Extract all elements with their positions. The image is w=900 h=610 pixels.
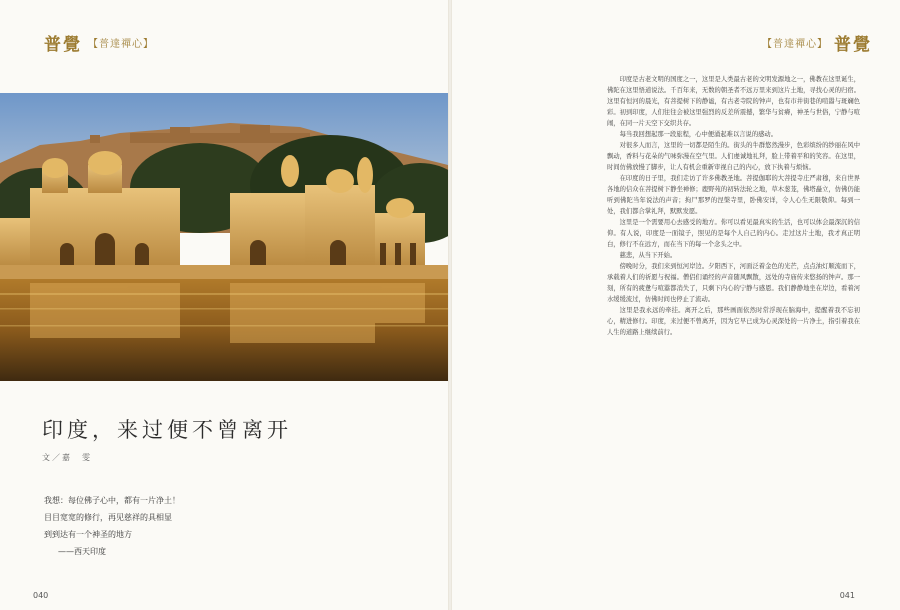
right-page [452,0,900,610]
body-paragraph: 对很多人而言，这里的一切都是陌生的。街头的牛群悠然漫步，色彩缤纷的纱丽在风中飘动，香料与花朵的气味弥漫在空气里。人们虔诚地礼拜，脸上带着平和的笑容。在这里，时间仿佛放慢了脚步，让人有机会重新审视自己的内心，放下执着与烦恼。 [607,142,860,171]
brand-logo: 普覺 [834,35,872,55]
epigraph-line: 目目宽宽的修行，再见慈祥的具相显 [44,513,172,522]
brand-logo: 普覺 [44,35,82,55]
epigraph-line: 到到达有一个神圣的地方 [44,530,132,539]
body-paragraph: 慈悲，从当下开始。 [619,252,677,259]
page-number-right: 041 [839,591,855,600]
epigraph-line: 我想：每位佛子心中，都有一片净土！ [44,496,180,505]
body-paragraph: 这里是我永远的牵挂。离开之后，那些画面依然时常浮现在脑海中，提醒着我不忘初心，精进修行。印度，来过便不曾离开，因为它早已成为心灵深处的一片净土，指引着我在人生的道路上继续前行。 [607,307,860,336]
left-header [44,30,154,55]
author-byline: 文／嘉 雯 [42,453,92,462]
right-header [762,30,872,55]
epigraph-attribution: ——西天印度 [58,547,106,556]
section-label: 【普達禪心】 [88,39,154,50]
epigraph [44,492,180,560]
left-page [0,0,448,610]
body-paragraph: 这里是一个需要用心去感受的地方。你可以看见最真实的生活，也可以体会最深沉的信仰。有人说，印度是一面镜子，照见的是每个人自己的内心。走过这片土地，我才真正明白，修行不在远方，而在当下的每一个念头之中。 [607,219,860,248]
body-paragraph: 印度是古老文明的国度之一，这里是人类最古老的文明发源地之一，佛教在这里诞生，佛陀在这里悟道说法。千百年来，无数的朝圣者不远万里来到这片土地，寻找心灵的归宿。这里有恒河的晨光，有菩提树下的静谧，有古老寺院的钟声，也有市井街巷的喧嚣与斑斓色彩。初到印度，人们往往会被这里强烈的反差所震撼，繁华与贫瘠，神圣与世俗，宁静与喧闹，在同一片天空下交织共存。 [607,76,860,127]
lake-palace-photo [0,93,448,381]
body-paragraph: 在印度的日子里，我们走访了许多佛教圣地。菩提伽耶的大菩提寺庄严肃穆，来自世界各地的信众在菩提树下静坐禅修；鹿野苑的初转法轮之地，草木葱茏，佛塔矗立，仿佛仍能听到佛陀当年说法的声音；拘尸那罗的涅槃寺里，卧佛安详，令人心生无限敬仰。每到一处，我们都合掌礼拜，默默发愿。 [607,175,860,215]
page-number-left: 040 [33,591,49,600]
body-paragraph: 傍晚时分，我们来到恒河岸边。夕阳西下，河面泛着金色的光芒，点点油灯顺流而下，承载着人们的祈愿与祝福。僧侣们诵经的声音随风飘散，远处的寺庙传来悠扬的钟声。那一刻，所有的疲惫与喧嚣都消失了，只剩下内心的宁静与感恩。我们静静地坐在岸边，看着河水缓缓流过，仿佛时间也停止了流动。 [607,263,860,303]
article-title: 印度，来过便不曾离开 [42,418,292,442]
section-label: 【普達禪心】 [762,39,828,50]
article-body [607,74,860,594]
body-paragraph: 每当我回想起那一段旅程，心中便涌起难以言说的感动。 [619,131,778,138]
